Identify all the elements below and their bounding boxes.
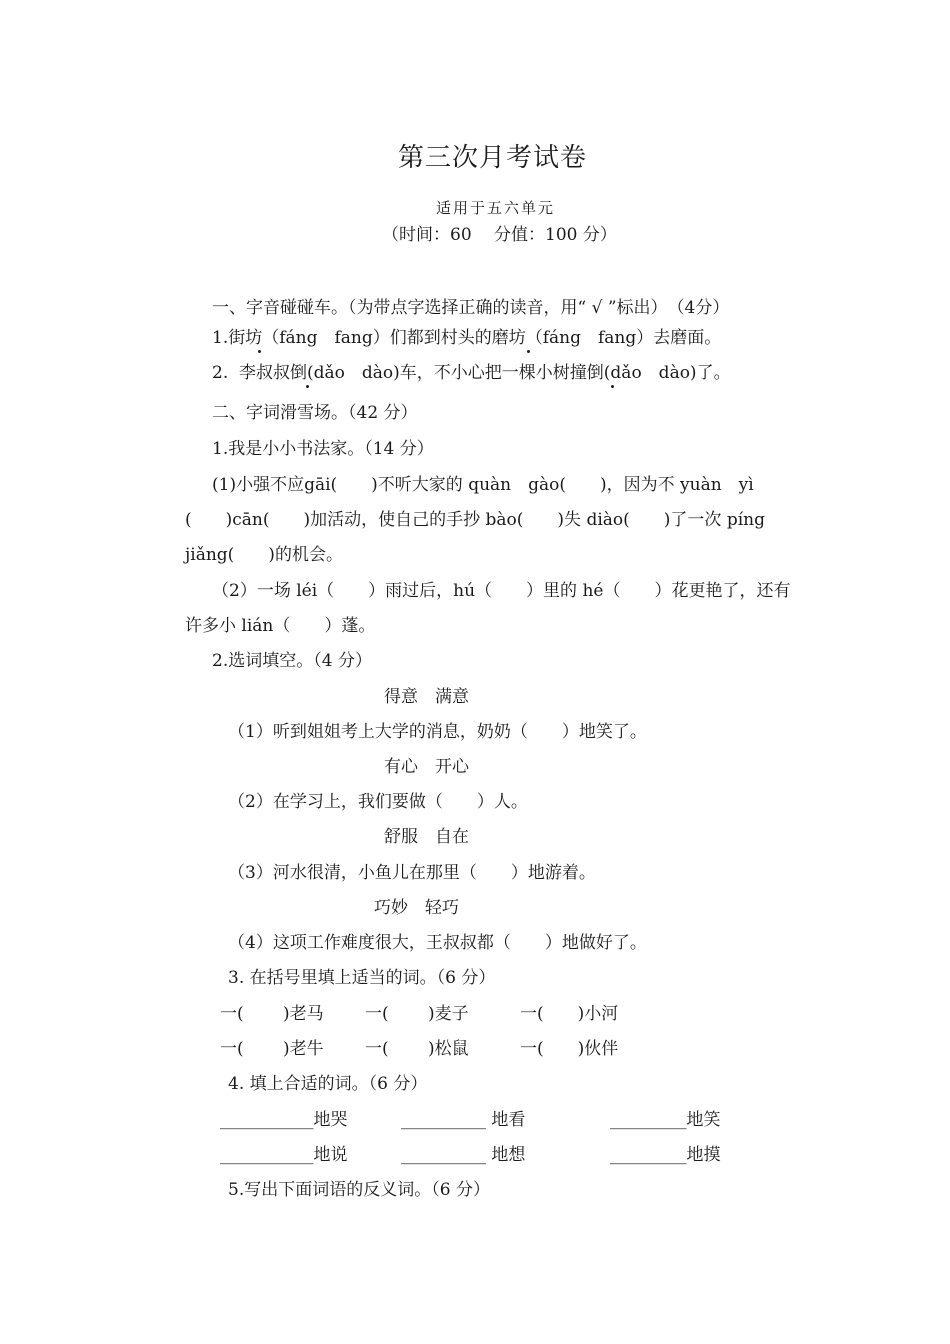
emphasis-dot xyxy=(258,350,261,353)
adverb-blank: _________地笑 xyxy=(610,1110,721,1130)
part2-heading: 2.选词填空。（4 分） xyxy=(212,651,372,671)
emphasis-dot xyxy=(611,385,614,388)
part5-heading: 5.写出下面词语的反义词。（6 分） xyxy=(228,1180,490,1200)
measure-word-item: 一( )老牛 xyxy=(220,1039,324,1059)
emphasis-dot xyxy=(306,385,309,388)
word-options: 得意 满意 xyxy=(384,687,469,707)
emphasis-dot xyxy=(527,350,530,353)
part1-line2: ( )cān( )加活动，使自己的手抄 bào( )失 diào( )了一次 píng xyxy=(185,510,765,530)
measure-word-item: 一( )伙伴 xyxy=(520,1039,619,1059)
page-cutoff xyxy=(0,1223,950,1344)
part2-q2: （2）在学习上，我们要做（ ）人。 xyxy=(228,792,528,812)
adverb-blank: __________ 地想 xyxy=(401,1145,526,1165)
part1-line3: jiǎng( )的机会。 xyxy=(185,545,343,565)
adverb-blank: ___________地哭 xyxy=(220,1110,348,1130)
time-score: （时间：60 分值：100 分） xyxy=(382,225,617,245)
adverb-blank: _________地摸 xyxy=(610,1145,721,1165)
part2-q4: （4）这项工作难度很大，王叔叔都（ ）地做好了。 xyxy=(228,933,647,953)
part1-line5: 许多小 lián（ ）蓬。 xyxy=(185,616,376,636)
part1-heading: 1.我是小小书法家。（14 分） xyxy=(212,439,434,459)
section2-heading: 二、字词滑雪场。（42 分） xyxy=(212,403,418,423)
part2-q3: （3）河水很清，小鱼儿在那里（ ）地游着。 xyxy=(228,863,596,883)
section1-q1: 1.街坊（fáng fang）们都到村头的磨坊（fáng fang）去磨面。 xyxy=(212,328,722,348)
measure-word-item: 一( )松鼠 xyxy=(365,1039,469,1059)
part4-heading: 4. 填上合适的词。（6 分） xyxy=(228,1074,428,1094)
exam-subtitle: 适用于五六单元 xyxy=(436,199,556,217)
measure-word-item: 一( )麦子 xyxy=(365,1004,469,1024)
measure-word-item: 一( )老马 xyxy=(220,1004,324,1024)
measure-word-item: 一( )小河 xyxy=(520,1004,619,1024)
part2-q1: （1）听到姐姐考上大学的消息，奶奶（ ）地笑了。 xyxy=(228,722,647,742)
section1-q2: 2. 李叔叔倒(dǎo dào)车，不小心把一棵小树撞倒(dǎo dào)了。 xyxy=(212,363,731,383)
part1-line4: （2）一场 léi（ ）雨过后，hú（ ）里的 hé（ ）花更艳了，还有 xyxy=(212,581,791,601)
part3-heading: 3. 在括号里填上适当的词。（6 分） xyxy=(228,968,496,988)
adverb-blank: __________ 地看 xyxy=(401,1110,526,1130)
adverb-blank: ___________地说 xyxy=(220,1145,348,1165)
part1-line1: (1)小强不应gāi( )不听大家的 quàn gào( )，因为不 yuàn yì xyxy=(212,475,754,495)
word-options: 有心 开心 xyxy=(384,757,469,777)
section1-heading: 一、字音碰碰车。（为带点字选择正确的读音，用“ √ ”标出） （4分） xyxy=(212,298,730,318)
word-options: 巧妙 轻巧 xyxy=(374,898,459,918)
exam-title: 第三次月考试卷 xyxy=(398,143,588,173)
word-options: 舒服 自在 xyxy=(384,827,469,847)
